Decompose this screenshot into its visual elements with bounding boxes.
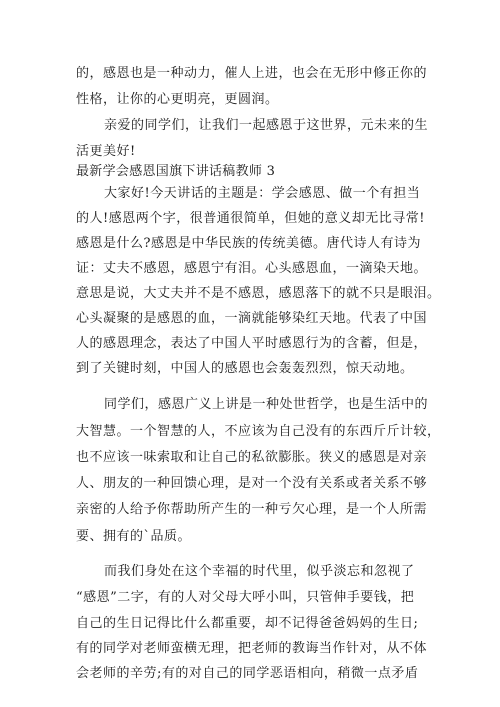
- text-line: 要、拥有的`品质。: [76, 529, 192, 544]
- text-line: “感恩”二字，有的人对父母大呼小叫，只管伸手要钱，把: [76, 590, 415, 605]
- text-line: 证：丈夫不感恩，感恩宁有泪。心头感恩血，一滴染天地。: [76, 261, 428, 276]
- text-line: 自己的生日记得比什么都重要，却不记得爸爸妈妈的生日;: [76, 616, 419, 631]
- text-line: 心头凝聚的是感恩的血，一滴就能够染红天地。代表了中国: [76, 311, 428, 326]
- text-line: 而我们身处在这个幸福的时代里，似乎淡忘和忽视了: [104, 564, 415, 579]
- text-line: 意思是说，大丈夫并不是不感恩，感恩落下的就不只是眼泪。: [76, 286, 441, 301]
- section-heading: 最新学会感恩国旗下讲话稿教师 3: [76, 164, 276, 179]
- text-line: 到了关键时刻，中国人的感恩也会轰轰烈烈，惊天动地。: [76, 361, 414, 376]
- text-line: 亲密的人给予你帮助所产生的一种亏欠心理，是一个人所需: [76, 502, 428, 517]
- text-line: 人、朋友的一种回馈心理，是对一个没有关系或者关系不够: [76, 476, 428, 491]
- text-line: 的，感恩也是一种动力，催人上进，也会在无形中修正你的: [76, 66, 428, 81]
- text-line: 也不应该一味索取和让自己的私欲膨胀。狭义的感恩是对亲: [76, 450, 428, 465]
- text-line: 大家好!今天讲话的主题是：学会感恩、做一个有担当: [104, 186, 421, 201]
- text-line: 活更美好!: [76, 144, 136, 159]
- text-line: 亲爱的同学们，让我们一起感恩于这世界，元未来的生: [104, 118, 429, 133]
- text-line: 的人!感恩两个字，很普通很简单，但她的意义却无比寻常!: [76, 211, 425, 226]
- text-line: 大智慧。一个智慧的人，不应该为自己没有的东西斤斤计较，: [76, 424, 441, 439]
- text-line: 性格，让你的心更明亮，更圆润。: [76, 92, 279, 107]
- text-line: 感恩是什么?感恩是中华民族的传统美德。唐代诗人有诗为: [76, 236, 421, 251]
- text-line: 人的感恩理念，表达了中国人平时感恩行为的含蓄，但是，: [76, 336, 428, 351]
- text-line: 同学们，感恩广义上讲是一种处世哲学，也是生活中的: [104, 397, 429, 412]
- text-line: 有的同学对老师蛮横无理，把老师的教诲当作针对，从不体: [76, 641, 428, 656]
- text-line: 会老师的辛劳;有的对自己的同学恶语相向，稍微一点矛盾: [76, 666, 419, 681]
